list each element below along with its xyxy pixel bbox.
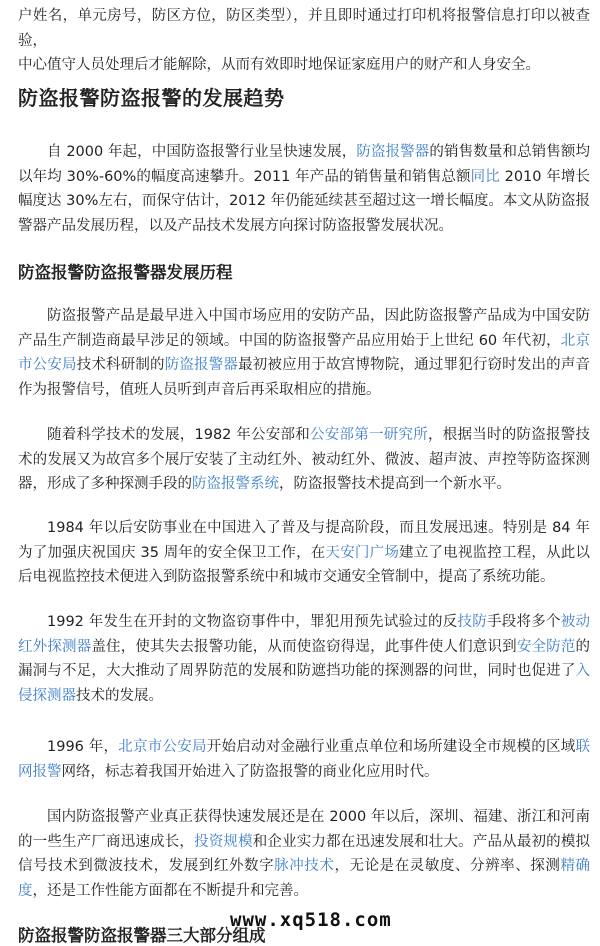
link-technical-defense[interactable]: 技防 <box>457 614 487 630</box>
link-intrusion-detector[interactable]: 入侵探测器 <box>18 663 590 704</box>
link-tiananmen-square[interactable]: 天安门广场 <box>325 544 400 561</box>
p6-text-2: 开始启动对金融行业重点单位和场所建设全市规模的区域 <box>206 739 576 755</box>
link-passive-infrared-detector[interactable]: 被动红外探测器 <box>18 614 590 655</box>
watermark: www.xq518.com <box>230 909 392 931</box>
p6-text-1: 1996 年， <box>47 739 119 755</box>
link-investment-scale[interactable]: 投资规模 <box>194 833 253 850</box>
link-networked-alarm[interactable]: 联网报警 <box>18 739 591 780</box>
p7-text-2: 和企业实力都在迅速发展和壮大。产品从最初的模拟信号技术到微波技术，发展到红外数字 <box>18 833 591 874</box>
section-title: 防盗报警防盗报警的发展趋势 <box>18 86 285 110</box>
p5-text-5: 技术的发展。 <box>76 687 163 704</box>
subsection-title-components: 防盗报警防盗报警器三大部分组成 <box>18 926 266 945</box>
paragraph-7 <box>18 805 590 903</box>
intro-line-2: 中心值守人员处理后才能解除，从而有效即时地保证家庭用户的财产和人身安全。 <box>18 57 540 73</box>
p2-text-3: 最初被应用于故宫博物院，通过罪犯行窃时发出的声音作为报警信号，值班人员听到声音后再采取相应的措施。 <box>18 357 591 398</box>
paragraph-6 <box>18 735 590 784</box>
p5-text-2: 手段将多个 <box>487 614 561 630</box>
link-anti-theft-alarm-2[interactable]: 防盗报警器 <box>164 357 239 373</box>
paragraph-4 <box>18 516 590 590</box>
p3-text-2: ，根据当时的防盗报警技术的发展又为故宫多个展厅安装了主动红外、被动红外、微波、超声波、声控等防盗探测器，形成了多种探测手段的 <box>18 427 591 492</box>
link-beijing-police-2[interactable]: 北京市公安局 <box>118 739 207 755</box>
link-alarm-system[interactable]: 防盗报警系统 <box>192 476 279 492</box>
p2-text-1: 防盗报警产品是最早进入中国市场应用的安防产品，因此防盗报警产品成为中国安防产品生产制造商最早涉足的领域。中国的防盗报警产品应用始于上世纪 60 年代初， <box>18 308 590 349</box>
p4-text-1: 1984 年以后安防事业在中国进入了普及与提高阶段，而且发展迅速。特别是 84 年为了加强庆祝国庆 35 周年的安全保卫工作，在 <box>18 520 590 561</box>
link-anti-theft-alarm[interactable]: 防盗报警器 <box>356 144 430 160</box>
p5-text-4: 的漏洞与不足，大大推动了周界防范的发展和防遮挡功能的探测器的问世，同时也促进了 <box>18 638 591 679</box>
intro-paragraph <box>18 4 590 78</box>
paragraph-3 <box>18 423 590 497</box>
p6-text-3: 网络，标志着我国开始进入了防盗报警的商业化应用时代。 <box>61 763 439 780</box>
p2-text-2: 技术科研制的 <box>76 357 165 373</box>
p1-text-2: 的销售数量和总销售额均以年均 30%-60%的幅度高速攀升。2011 年产品的销售量和销售总额 <box>18 144 591 185</box>
link-accuracy[interactable]: 精确度 <box>18 858 591 899</box>
p1-text-1: 自 2000 年起，中国防盗报警行业呈快速发展， <box>47 144 357 160</box>
paragraph-1 <box>18 140 590 238</box>
paragraph-5 <box>18 610 590 708</box>
p4-text-2: 建立了电视监控工程，从此以后电视监控技术便进入到防盗报警系统中和城市交通安全管制中，提高了系统功能。 <box>18 544 591 585</box>
link-pulse-technology[interactable]: 脉冲技术 <box>274 858 335 874</box>
subsection-title-history: 防盗报警防盗报警器发展历程 <box>18 263 233 282</box>
link-yoy[interactable]: 同比 <box>470 168 500 185</box>
p5-text-3: 盖住，使其失去报警功能，从而使盗窃得逞，此事件使人们意识到 <box>91 638 517 655</box>
paragraph-2 <box>18 304 590 402</box>
link-beijing-police[interactable]: 北京市公安局 <box>18 332 591 373</box>
p7-text-4: ，还是工作性能方面都在不断提升和完善。 <box>32 882 308 899</box>
intro-line-1: 户姓名，单元房号，防区方位，防区类型），并且即时通过打印机将报警信息打印以被查验， <box>18 8 590 49</box>
p1-text-3: 2010 年增长幅度达 30%左右，而保守估计，2012 年仍能延续甚至超过这一增长幅度。本文从防盗报警器产品发展历程，以及产品技术发展方向探讨防盗报警发展状况。 <box>18 168 591 234</box>
p7-text-3: ，无论是在灵敏度、分辨率、探测 <box>334 858 561 874</box>
p3-text-3: ，防盗报警技术提高到一个新水平。 <box>279 476 511 492</box>
link-security-prevention[interactable]: 安全防范 <box>516 638 576 655</box>
p3-text-1: 随着科学技术的发展，1982 年公安部和 <box>47 427 311 443</box>
p7-text-1: 国内防盗报警产业真正获得快速发展还是在 2000 年以后，深圳、福建、浙江和河南的一些生产厂商迅速成长， <box>18 809 590 850</box>
link-first-research-institute[interactable]: 公安部第一研究所 <box>310 427 429 443</box>
p5-text-1: 1992 年发生在开封的文物盗窃事件中，罪犯用预先试验过的反 <box>47 614 458 630</box>
